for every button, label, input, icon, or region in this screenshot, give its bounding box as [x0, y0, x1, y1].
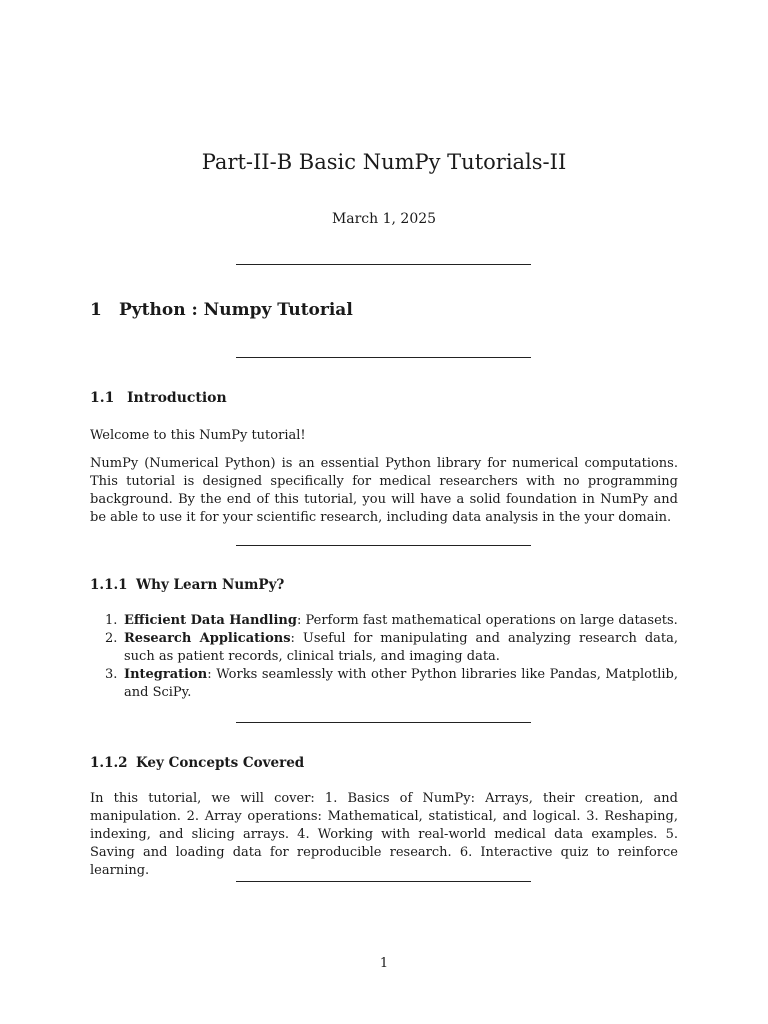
page-number: 1 — [379, 956, 389, 971]
list-marker: 3. — [105, 667, 118, 682]
horizontal-rule — [236, 264, 531, 265]
list-item — [90, 612, 678, 630]
list-term: Integration — [124, 667, 208, 682]
horizontal-rule — [236, 545, 531, 546]
subsubsection-title: Why Learn NumPy? — [136, 577, 285, 593]
list-text: : Useful for manipulating and analyzing research data, such as patient records, clinical trials, and imaging data. — [124, 631, 678, 664]
subsection-heading-introduction — [90, 390, 227, 406]
list-term: Research Applications — [124, 631, 291, 646]
document-date: March 1, 2025 — [331, 211, 437, 227]
list-marker: 1. — [105, 613, 118, 628]
list-term: Efficient Data Handling — [124, 613, 297, 628]
reasons-list — [90, 612, 678, 702]
subsubsection-heading-key-concepts — [90, 755, 304, 771]
subsubsection-heading-why-learn — [90, 577, 284, 593]
intro-paragraph: NumPy (Numerical Python) is an essential Python library for numerical computations. This tutorial is designed specifically for medical researchers with no programming background. By the end of this tutorial, you will have a solid foundation in NumPy and be able to use it for your scientific research, including data analysis in the your domain. — [90, 456, 678, 525]
section-heading — [90, 300, 353, 320]
list-text: : Perform fast mathematical operations on large datasets. — [296, 613, 678, 628]
subsection-title: Introduction — [127, 390, 227, 406]
list-item — [90, 666, 678, 702]
subsubsection-number: 1.1.2 — [90, 755, 128, 771]
subsubsection-number: 1.1.1 — [90, 577, 128, 593]
section-number: 1 — [90, 300, 102, 320]
list-marker: 2. — [105, 631, 118, 646]
subsection-number: 1.1 — [90, 390, 115, 406]
subsubsection-title: Key Concepts Covered — [136, 755, 305, 771]
list-item — [90, 630, 678, 666]
horizontal-rule — [236, 881, 531, 882]
document-title: Part-II-B Basic NumPy Tutorials-II — [201, 150, 567, 174]
welcome-paragraph: Welcome to this NumPy tutorial! — [90, 428, 306, 443]
list-text: : Works seamlessly with other Python libraries like Pandas, Matplotlib, and SciPy. — [124, 667, 678, 700]
section-title: Python : Numpy Tutorial — [119, 300, 353, 320]
horizontal-rule — [236, 357, 531, 358]
horizontal-rule — [236, 722, 531, 723]
concepts-paragraph: In this tutorial, we will cover: 1. Basics of NumPy: Arrays, their creation, and manipulation. 2. Array operations: Mathematical, statistical, and logical. 3. Reshaping, indexing, and slicing arrays. 4. Working with real-world medical data examples. 5. Saving and loading data for reproducible research. 6. Interactive quiz to reinforce learning. — [90, 791, 678, 878]
